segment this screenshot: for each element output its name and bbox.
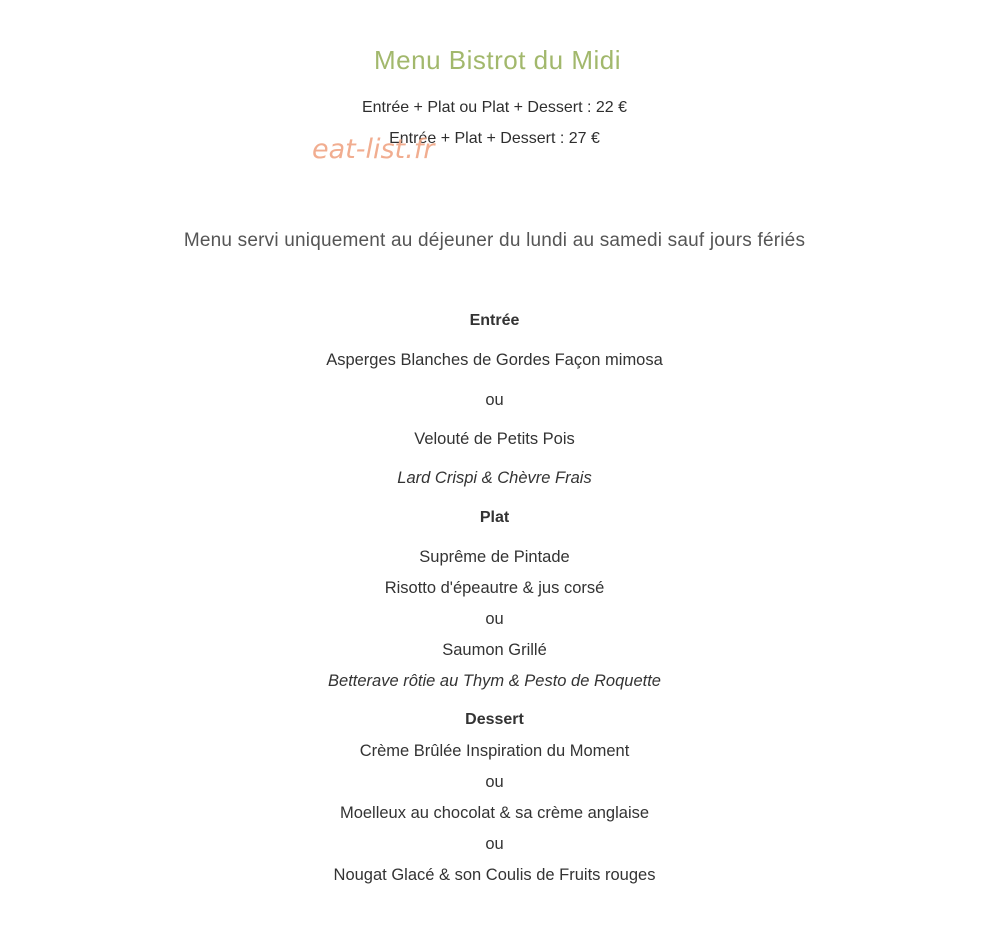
menu-separator-or: ou [485, 773, 504, 791]
watermark-logo: eat-list.fr [312, 134, 435, 165]
menu-item: Asperges Blanches de Gordes Façon mimosa [326, 351, 663, 369]
menu-item: Saumon Grillé [442, 641, 547, 659]
section-heading-plat: Plat [479, 509, 510, 526]
price-formula-27: Entrée + Plat + Dessert : 27 € [389, 130, 600, 147]
price-formula-22: Entrée + Plat ou Plat + Dessert : 22 € [361, 99, 628, 116]
menu-item: Velouté de Petits Pois [414, 430, 575, 448]
menu-separator-or: ou [485, 610, 504, 628]
section-heading-entree: Entrée [469, 312, 520, 329]
menu-item: Nougat Glacé & son Coulis de Fruits rouges [333, 866, 656, 884]
menu-separator-or: ou [485, 391, 504, 409]
menu-item-garnish: Lard Crispi & Chèvre Frais [397, 469, 592, 487]
menu-item-garnish: Risotto d'épeautre & jus corsé [384, 579, 605, 597]
menu-item: Moelleux au chocolat & sa crème anglaise [339, 804, 650, 822]
menu-item: Suprême de Pintade [419, 548, 570, 566]
menu-item-garnish: Betterave rôtie au Thym & Pesto de Roquette [328, 672, 661, 690]
menu-title: Menu Bistrot du Midi [374, 45, 621, 75]
service-notice: Menu servi uniquement au déjeuner du lundi au samedi sauf jours fériés [183, 230, 806, 251]
section-heading-dessert: Dessert [465, 711, 524, 728]
menu-separator-or: ou [485, 835, 504, 853]
menu-item: Crème Brûlée Inspiration du Moment [359, 742, 630, 760]
